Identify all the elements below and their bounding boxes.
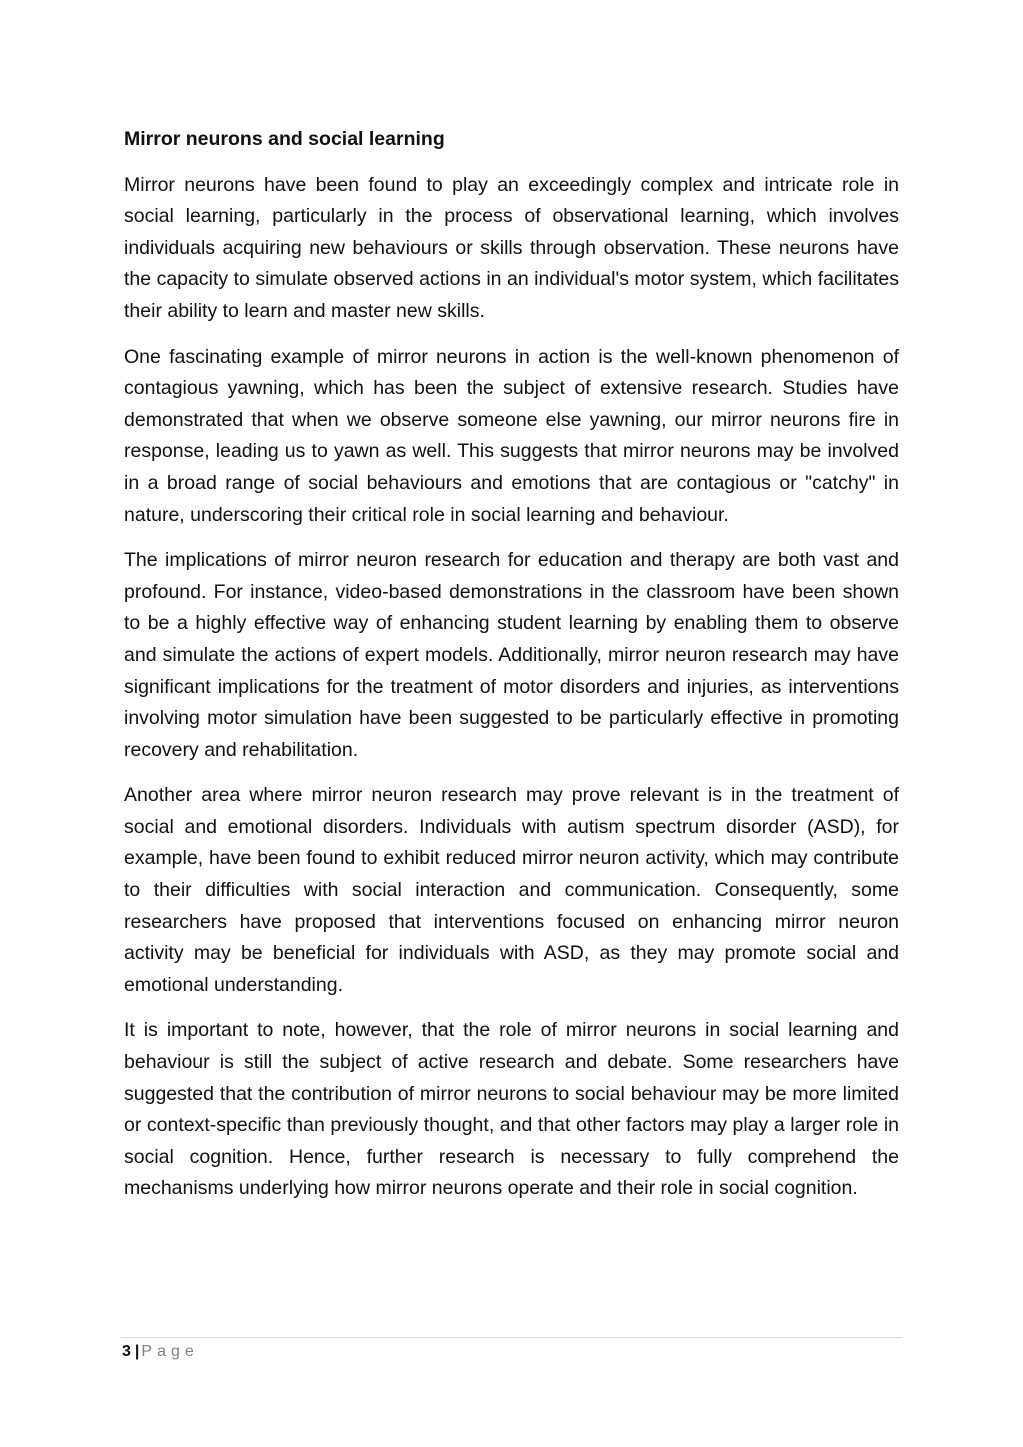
page-body bbox=[124, 124, 899, 1219]
paragraph-1: Mirror neurons have been found to play an exceedingly complex and intricate role in social learning, particularly in the process of observational learning, which involves individuals acquiring new behaviours or skills through observation. These neurons have the capacity to simulate observed actions in an individual's motor system, which facilitates their ability to learn and master new skills. bbox=[124, 173, 899, 322]
paragraph-2: One fascinating example of mirror neurons in action is the well-known phenomenon of contagious yawning, which has been the subject of extensive research. Studies have demonstrated that when we observe someone else yawning, our mirror neurons fire in response, leading us to yawn as well. This suggests that mirror neurons may be involved in a broad range of social behaviours and emotions that are contagious or "catchy" in nature, underscoring their critical role in social learning and behaviour. bbox=[124, 345, 899, 526]
footer-separator: | bbox=[134, 1343, 140, 1360]
paragraph-4: Another area where mirror neuron research may prove relevant is in the treatment of social and emotional disorders. Individuals with autism spectrum disorder (ASD), for example, have been found to exhibit reduced mirror neuron activity, which may contribute to their difficulties with social interaction and communication. Consequently, some researchers have proposed that interventions focused on enhancing mirror neuron activity may be beneficial for individuals with ASD, as they may promote social and emotional understanding. bbox=[124, 784, 899, 996]
footer-divider bbox=[121, 1337, 902, 1338]
page-footer bbox=[122, 1340, 199, 1364]
paragraph-3: The implications of mirror neuron research for education and therapy are both vast and profound. For instance, video-based demonstrations in the classroom have been shown to be a highly effective way of enhancing student learning by enabling them to observe and simulate the actions of expert models. Additionally, mirror neuron research may have significant implications for the treatment of motor disorders and injuries, as interventions involving motor simulation have been suggested to be particularly effective in promoting recovery and rehabilitation. bbox=[124, 549, 899, 761]
section-heading: Mirror neurons and social learning bbox=[124, 128, 445, 150]
page-label: Page bbox=[141, 1343, 199, 1360]
paragraph-5: It is important to note, however, that the role of mirror neurons in social learning and behaviour is still the subject of active research and debate. Some researchers have suggested that the contribution of mirror neurons to social behaviour may be more limited or context-specific than previously thought, and that other factors may play a larger role in social cognition. Hence, further research is necessary to fully comprehend the mechanisms underlying how mirror neurons operate and their role in social cognition. bbox=[124, 1019, 899, 1200]
page-number: 3 bbox=[122, 1343, 131, 1360]
